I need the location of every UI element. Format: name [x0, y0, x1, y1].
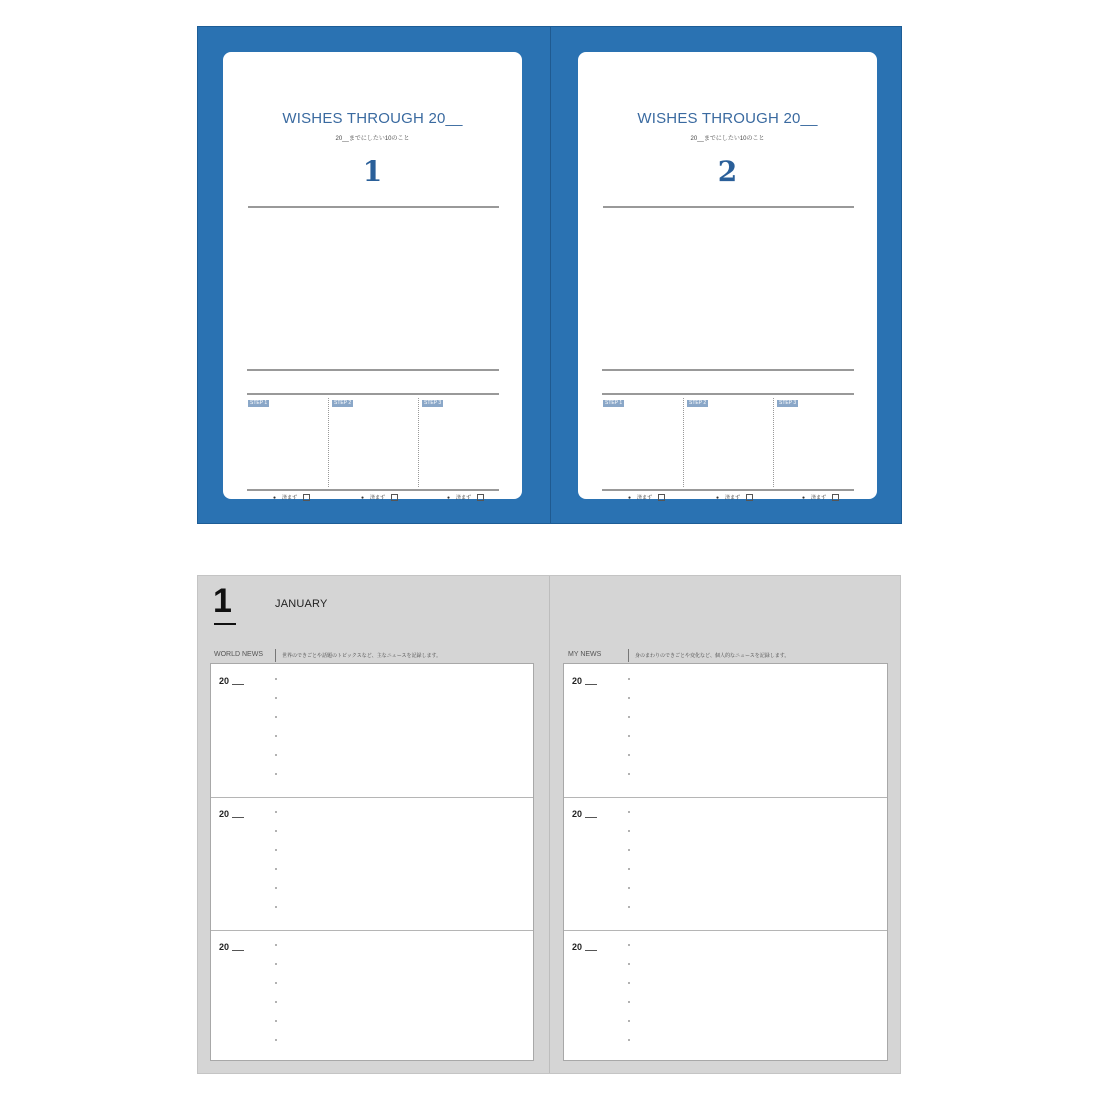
checkbox[interactable] — [303, 494, 310, 501]
wish-title: WISHES THROUGH 20__ — [637, 110, 818, 127]
checkbox[interactable] — [832, 494, 839, 501]
step-tag: STEP 1 — [605, 400, 623, 406]
bullet-icon: ● — [716, 494, 720, 501]
check-label: 済まず — [725, 495, 741, 501]
step-column — [686, 395, 774, 489]
year-blank-line — [232, 950, 244, 951]
step-tag: STEP 3 — [779, 400, 797, 406]
check-item — [628, 494, 665, 501]
wish-title: WISHES THROUGH 20__ — [282, 110, 463, 127]
year-label: 20 — [572, 676, 583, 686]
spread-spine — [550, 27, 551, 523]
header-separator — [628, 649, 629, 662]
year-row — [211, 930, 533, 1060]
check-label: 済まず — [637, 495, 653, 501]
year-row — [211, 664, 533, 797]
divider-line — [248, 206, 499, 208]
check-item — [361, 494, 398, 501]
year-blank-line — [232, 817, 244, 818]
header-separator — [275, 649, 276, 662]
checkbox[interactable] — [477, 494, 484, 501]
month-name: JANUARY — [275, 598, 328, 610]
step-tag: STEP 3 — [424, 400, 442, 406]
wish-number: 1 — [362, 155, 383, 188]
year-row — [564, 664, 887, 797]
section-description: 身のまわりのできごとや変化など、個人的なニュースを記録します。 — [635, 653, 790, 659]
section-description: 世界のできごとや話題のトピックスなど、主なニュースを記録します。 — [282, 653, 442, 659]
step-tag: STEP 2 — [334, 400, 352, 406]
year-label: 20 — [219, 809, 230, 819]
wish-page-2 — [578, 52, 877, 499]
check-item — [273, 494, 310, 501]
wish-number: 2 — [717, 155, 738, 188]
checkbox[interactable] — [658, 494, 665, 501]
step-column — [602, 395, 684, 489]
divider-line — [603, 206, 854, 208]
dotted-divider — [328, 398, 329, 487]
step-column — [776, 395, 854, 489]
my-news-box — [563, 663, 888, 1061]
year-row — [564, 930, 887, 1060]
step-column — [247, 395, 329, 489]
section-label-my-news: MY NEWS — [568, 651, 602, 658]
dotted-guide — [275, 678, 277, 792]
month-underline — [214, 623, 236, 625]
year-blank-line — [585, 817, 597, 818]
wishes-spread — [197, 26, 902, 524]
check-label: 済まず — [282, 495, 298, 501]
dotted-guide — [628, 811, 630, 925]
dotted-guide — [628, 678, 630, 792]
year-blank-line — [585, 684, 597, 685]
steps-row — [247, 395, 499, 489]
dotted-divider — [773, 398, 774, 487]
step-column — [331, 395, 419, 489]
bullet-icon: ● — [628, 494, 632, 501]
dotted-divider — [683, 398, 684, 487]
wish-page-1 — [223, 52, 522, 499]
step-tag: STEP 1 — [250, 400, 268, 406]
bullet-icon: ● — [273, 494, 277, 501]
world-news-box — [210, 663, 534, 1061]
year-label: 20 — [572, 809, 583, 819]
check-item — [447, 494, 484, 501]
bullet-icon: ● — [447, 494, 451, 501]
section-label-world-news: WORLD NEWS — [214, 651, 263, 658]
year-row — [211, 797, 533, 930]
checkbox[interactable] — [391, 494, 398, 501]
year-row — [564, 797, 887, 930]
step-tag: STEP 2 — [689, 400, 707, 406]
dotted-guide — [275, 944, 277, 1058]
divider-line — [247, 369, 499, 371]
divider-line — [247, 489, 499, 491]
check-label: 済まず — [811, 495, 827, 501]
checkbox[interactable] — [746, 494, 753, 501]
check-item — [716, 494, 753, 501]
bullet-icon: ● — [361, 494, 365, 501]
divider-line — [602, 489, 854, 491]
check-label: 済まず — [370, 495, 386, 501]
wish-subtitle: 20__までにしたい10のこと — [335, 136, 410, 142]
check-label: 済まず — [456, 495, 472, 501]
year-blank-line — [232, 684, 244, 685]
check-row — [247, 494, 499, 504]
dotted-guide — [628, 944, 630, 1058]
step-column — [421, 395, 499, 489]
steps-row — [602, 395, 854, 489]
year-blank-line — [585, 950, 597, 951]
bullet-icon: ● — [802, 494, 806, 501]
divider-line — [602, 369, 854, 371]
check-row — [602, 494, 854, 504]
monthly-news-spread — [197, 575, 901, 1074]
month-number: 1 — [213, 582, 232, 620]
spread-spine — [549, 576, 550, 1073]
wish-subtitle: 20__までにしたい10のこと — [690, 136, 765, 142]
check-item — [802, 494, 839, 501]
year-label: 20 — [219, 942, 230, 952]
year-label: 20 — [219, 676, 230, 686]
year-label: 20 — [572, 942, 583, 952]
dotted-divider — [418, 398, 419, 487]
dotted-guide — [275, 811, 277, 925]
